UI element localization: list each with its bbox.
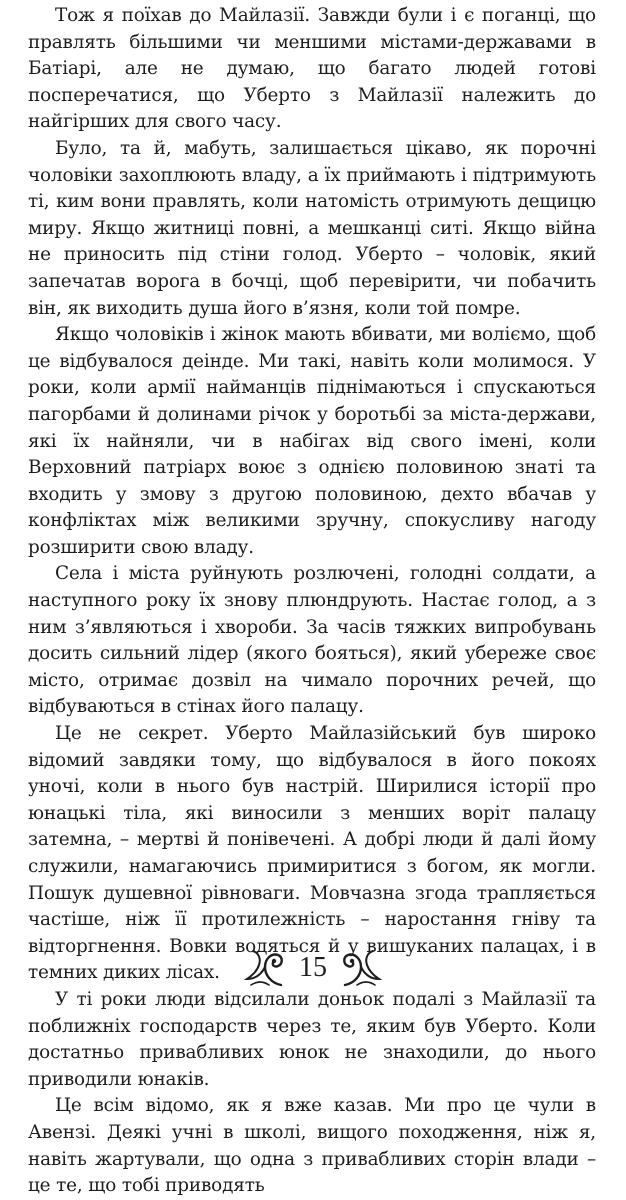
paragraph-6: У ті роки люди відсилали доньок подалі з Майлазії та поближніх господарств через те, яким був Уберто. Коли достатньо привабливих юнок не знаходили, до нього приводили юнаків. bbox=[28, 988, 596, 1090]
paragraph-4: Села і міста руйнують розлючені, голодні солдати, а наступного року їх знову плюндрують. Настає голод, а з ним з’являються і хвороби. За часів тяжких випробувань досить сильний лідер (якого бояться), який убереже своє місто, отримає дозвіл на чимало порочних речей, що відбуваються в стінах його палацу. bbox=[28, 563, 596, 718]
paragraph-2: Було, та й, мабуть, залишається цікаво, як порочні чоловіки захоплюють владу, а їх приймають і підтримують ті, ким вони правлять, коли натомість отримують дещицю миру. Якщо житниці повні, а мешканці ситі. Якщо війна не приносить під стіни голод. Уберто – чоловік, який запечатав ворога в бочці, щоб перевірити, чи побачить він, як виходить душа його в’язня, коли той помре. bbox=[28, 137, 596, 319]
paragraph-7: Це всім відомо, як я вже казав. Ми про це чули в Авензі. Деякі учні в школі, вищого походження, ніж я, навіть жартували, що одна з привабливих сторін влади – це те, що тобі приводять bbox=[28, 1095, 596, 1197]
paragraph-5: Це не секрет. Уберто Майлазійський був широко відомий завдяки тому, що відбувалося в його покоях уночі, коли в нього був настрій. Ширилися історії про юнацькі тіла, які виносили з менших воріт палацу затемна, – мертві й понівечені. А добрі люди й далі йому служили, намагаючись примиритися з богом, як могли. Пошук душевної рівноваги. Мовчазна згода трапляється частіше, ніж її протилежність – наростання гніву та відторгнення. Вовки водяться й у вишуканих палацах, і в темних диких лісах. bbox=[28, 723, 596, 984]
page-footer bbox=[0, 940, 626, 996]
scroll-ornament-icon bbox=[241, 945, 287, 991]
paragraph-3: Якщо чоловіків і жінок мають вбивати, ми воліємо, щоб це відбувалося деінде. Ми такі, навіть коли молимося. У роки, коли армії найманців піднімаються і спускаються пагорбами й долинами річок у боротьбі за міста-держави, які їх найняли, чи в набігах від свого імені, коли Верховний патріарх воює з однією половиною знаті та входить у змову з другою половиною, дехто вбачав у конфліктах між великими зручну, спокусливу нагоду розширити свою владу. bbox=[28, 324, 596, 558]
page-number: 15 bbox=[299, 952, 327, 983]
scroll-ornament-icon bbox=[339, 945, 385, 991]
body-text bbox=[28, 3, 596, 1200]
paragraph-1: Тож я поїхав до Майлазії. Завжди були і є поганці, що правлять більшими чи меншими містами-державами в Батіарі, але не думаю, що багато людей готові посперечатися, що Уберто з Майлазії належить до найгірших для свого часу. bbox=[28, 5, 596, 133]
